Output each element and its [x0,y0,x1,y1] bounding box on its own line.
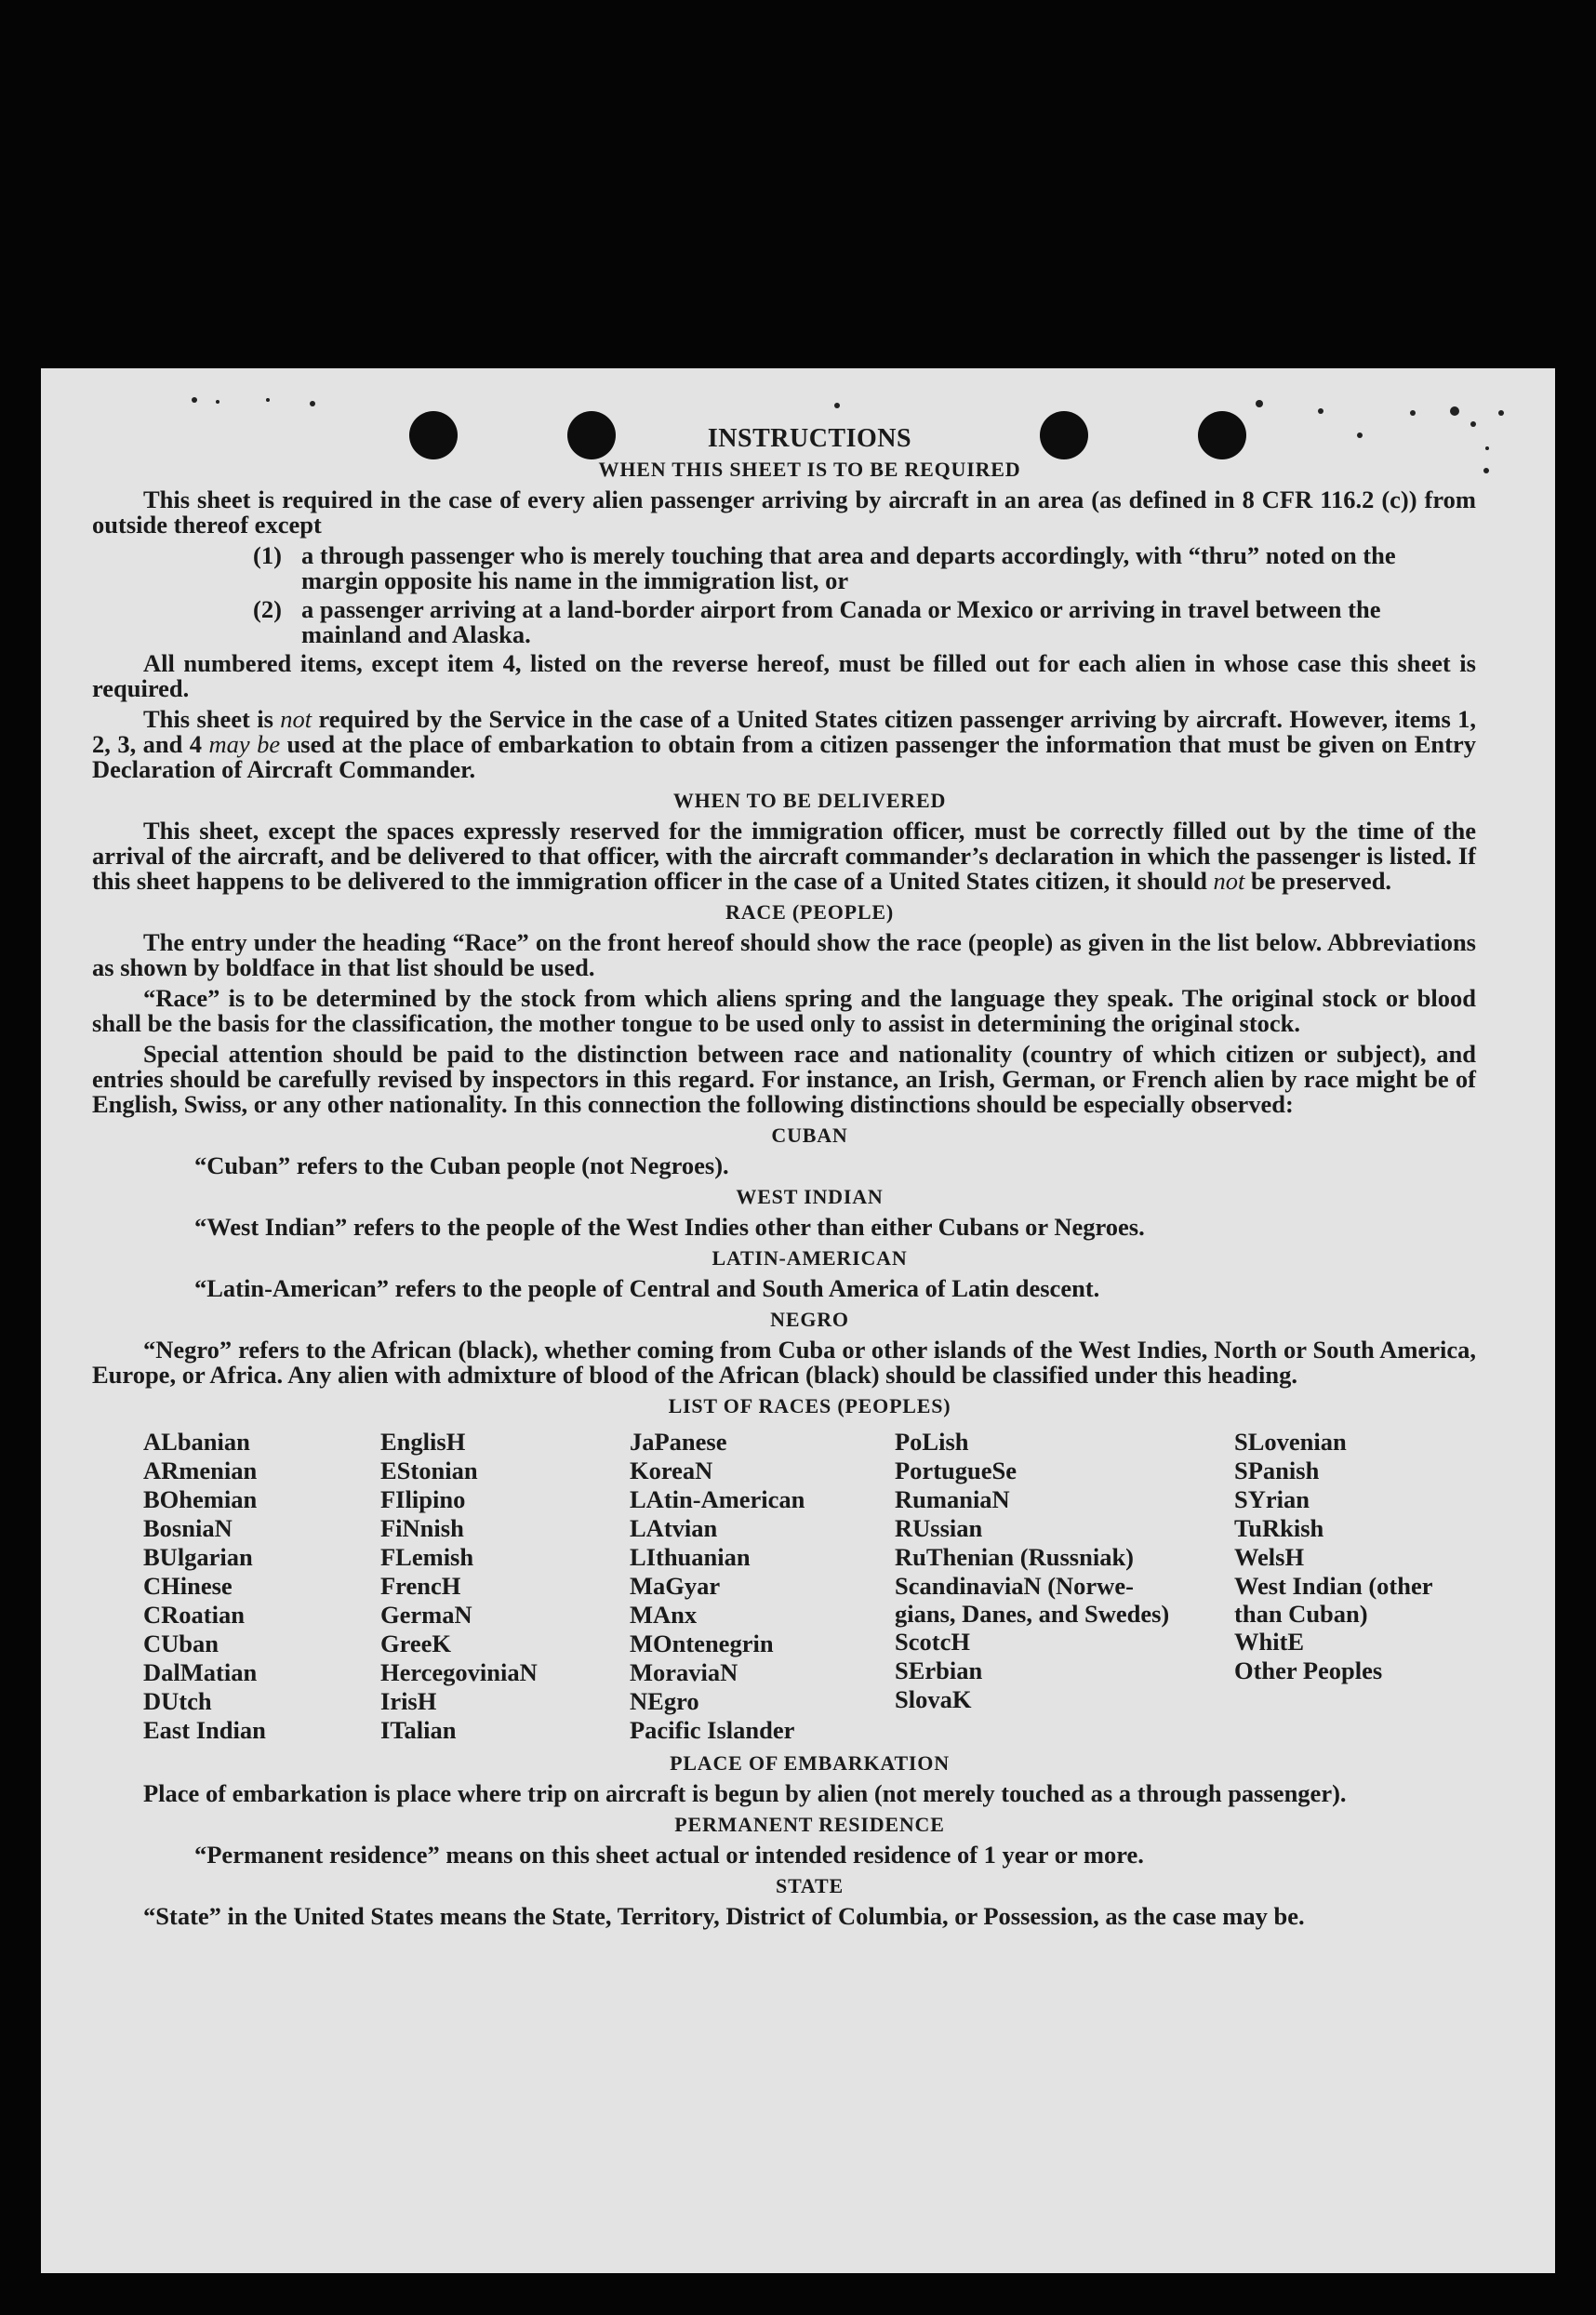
emphasis: not [1213,867,1245,895]
race-column [1234,1428,1476,1745]
text-run: be preserved. [1244,867,1392,895]
punch-hole [1198,411,1246,459]
race-entry: LAtin-American [630,1485,805,1513]
race-column [380,1428,630,1745]
race-entry: SPanish [1234,1457,1320,1484]
paragraph: “Race” is to be determined by the stock from which aliens spring and the language they speak. The original stock or blood shall be the basis for the classification, the mother tongue to be used only to assist in determining the original stock. [92,984,1476,1037]
race-entry: WelsH [1234,1543,1305,1571]
list-item [253,597,1476,647]
race-entry: CRoatian [143,1601,245,1629]
race-entry: Other Peoples [1234,1656,1383,1684]
section-heading: WHEN TO BE DELIVERED [672,789,947,812]
race-entry: BosniaN [143,1514,233,1542]
race-entry: TuRkish [1234,1514,1324,1542]
race-entry: RUssian [895,1514,983,1542]
section-heading: NEGRO [770,1308,849,1331]
race-entry: CHinese [143,1572,233,1600]
race-entry: BOhemian [143,1485,258,1513]
race-entry: DUtch [143,1687,212,1715]
instruction-sheet [41,368,1555,2273]
race-column [143,1428,380,1745]
text-run: required by the Service in the case of a United States citizen passenger arriving by aircraft. However, items 1, 2, 3, and 4 [92,705,1476,758]
paragraph [92,707,1476,782]
paragraph: “Permanent residence” means on this sheet actual or intended residence of 1 year or more. [194,1841,1144,1869]
race-entry: ALbanian [143,1428,250,1456]
race-entry: ITalian [380,1716,457,1744]
race-entry: LAtvian [630,1514,718,1542]
section-heading: LIST OF RACES (PEOPLES) [668,1394,951,1417]
race-entry: LIthuanian [630,1543,751,1571]
race-entry: GreeK [380,1630,452,1657]
punch-hole [1040,411,1088,459]
paragraph: “Latin-American” refers to the people of Central and South America of Latin descent. [194,1274,1100,1302]
race-entry: GermaN [380,1601,472,1629]
paragraph: “Cuban” refers to the Cuban people (not Negroes). [194,1151,729,1179]
race-entry: FiNnish [380,1514,464,1542]
section-heading: STATE [776,1874,844,1897]
race-entry: KoreaN [630,1457,713,1484]
race-column [895,1428,1234,1745]
paragraph: “Negro” refers to the African (black), whether coming from Cuba or other islands of the West Indies, North or South America, Europe, or Africa. Any alien with admixture of blood of the African (black) should be classified under this heading. [92,1336,1476,1389]
race-entry: ScandinaviaN (Norwe-gians, Danes, and Swedes) [895,1572,1170,1628]
paragraph: Place of embarkation is place where trip on aircraft is begun by alien (not merely touched as a through passenger). [143,1779,1347,1807]
section-heading: PERMANENT RESIDENCE [674,1813,945,1836]
punch-hole [409,411,458,459]
paragraph: This sheet is required in the case of every alien passenger arriving by aircraft in an area (as defined in 8 CFR 116.2 (c)) from outside thereof except [92,486,1476,539]
race-entry: DalMatian [143,1658,258,1686]
race-entry: MoraviaN [630,1658,738,1686]
race-entry: West Indian (other than Cuban) [1234,1572,1433,1628]
race-entry: SErbian [895,1656,983,1684]
race-entry: Pacific Islander [630,1716,795,1744]
list-item-number: (2) [253,595,282,623]
race-entry: ScotcH [895,1628,970,1656]
race-entry: BUlgarian [143,1543,253,1571]
section-heading: CUBAN [771,1124,848,1147]
race-entry: NEgro [630,1687,699,1715]
race-entry: IrisH [380,1687,437,1715]
list-item-text: a passenger arriving at a land-border airport from Canada or Mexico or arriving in travel between the mainland and Alaska. [301,595,1381,648]
race-entry: FLemish [380,1543,474,1571]
paragraph: Special attention should be paid to the distinction between race and nationality (country of which citizen or subject), and entries should be carefully revised by inspectors in this regard. For instance, an Irish, German, or French alien by race might be of English, Swiss, or any other nationality. In this connection the following distinctions should be especially observed: [92,1040,1476,1118]
race-entry: FrencH [380,1572,461,1600]
race-entry: SLovenian [1234,1428,1347,1456]
text-run: This sheet, except the spaces expressly reserved for the immigration officer, must be correctly filled out by the time of the arrival of the aircraft, and be delivered to that officer, with the aircraft commander’s declaration in which the passenger is listed. If this sheet happens to be delivered to the immigration officer in the case of a United States citizen, it should [92,817,1476,895]
race-entry: East Indian [143,1716,266,1744]
section-heading: PLACE OF EMBARKATION [670,1751,950,1775]
race-entry: MOntenegrin [630,1630,774,1657]
race-entry: PoLish [895,1428,969,1456]
race-entry: PortugueSe [895,1457,1017,1484]
page-title: INSTRUCTIONS [707,424,912,453]
section-heading: WEST INDIAN [736,1185,884,1208]
emphasis: may be [208,730,281,758]
punch-hole [567,411,616,459]
race-entry: RuThenian (Russniak) [895,1543,1135,1571]
race-entry: MaGyar [630,1572,721,1600]
paragraph: “State” in the United States means the State, Territory, District of Columbia, or Possession, as the case may be. [143,1902,1305,1930]
race-entry: EnglisH [380,1428,466,1456]
list-item-text: a through passenger who is merely touching that area and departs accordingly, with “thru” noted on the margin opposite his name in the immigration list, or [301,541,1396,594]
emphasis: not [280,705,313,733]
section-heading: RACE (PEOPLE) [725,900,894,924]
section-heading: WHEN THIS SHEET IS TO BE REQUIRED [598,458,1021,481]
race-entry: FIlipino [380,1485,466,1513]
paragraph [92,818,1476,894]
text-run: This sheet is [143,705,281,733]
race-entry: WhitE [1234,1628,1305,1656]
list-item [253,543,1476,593]
paragraph: The entry under the heading “Race” on the front hereof should show the race (people) as given in the list below. Abbreviations as shown by boldface in that list should be used. [92,928,1476,981]
race-entry: HercegoviniaN [380,1658,538,1686]
paragraph: “West Indian” refers to the people of the West Indies other than either Cubans or Negroes. [194,1213,1145,1241]
race-entry: SYrian [1234,1485,1310,1513]
section-heading: LATIN-AMERICAN [712,1246,908,1270]
race-entry: CUban [143,1630,219,1657]
paragraph: All numbered items, except item 4, listed on the reverse hereof, must be filled out for each alien in whose case this sheet is required. [92,649,1476,702]
race-entry: JaPanese [630,1428,727,1456]
race-entry: SlovaK [895,1685,972,1713]
race-list [143,1428,1476,1745]
race-entry: EStonian [380,1457,478,1484]
race-entry: ARmenian [143,1457,258,1484]
race-entry: RumaniaN [895,1485,1010,1513]
race-entry: MAnx [630,1601,698,1629]
race-column [630,1428,895,1745]
list-item-number: (1) [253,541,282,569]
text-run: used at the place of embarkation to obtain from a citizen passenger the information that must be given on Entry Declaration of Aircraft Commander. [92,730,1476,783]
